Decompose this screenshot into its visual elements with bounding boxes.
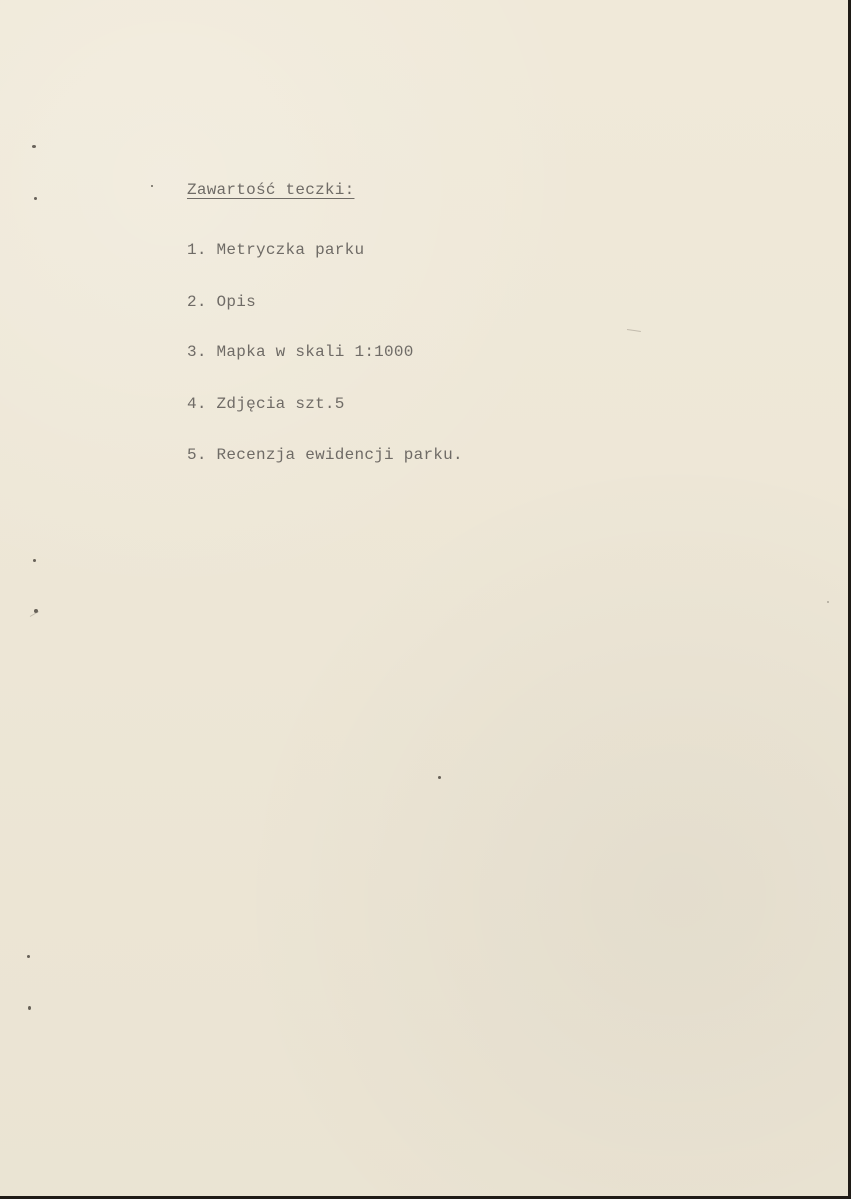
paper-speck (32, 145, 36, 148)
contents-item: 4. Zdjęcia szt.5 (187, 395, 345, 413)
paper-speck (27, 955, 30, 958)
contents-item: 1. Metryczka parku (187, 241, 365, 259)
paper-speck (438, 776, 441, 779)
paper-speck (151, 185, 153, 187)
paper-speck (33, 559, 36, 562)
contents-item: 2. Opis (187, 293, 256, 311)
paper-speck (28, 1006, 31, 1010)
paper-scratch (627, 329, 641, 332)
contents-heading: Zawartość teczki: (187, 181, 355, 199)
paper-speck (34, 197, 37, 200)
paper-speck (827, 601, 829, 603)
paper-scratch (30, 611, 39, 617)
contents-item: 5. Recenzja ewidencji parku. (187, 446, 463, 464)
contents-item: 3. Mapka w skali 1:1000 (187, 343, 414, 361)
